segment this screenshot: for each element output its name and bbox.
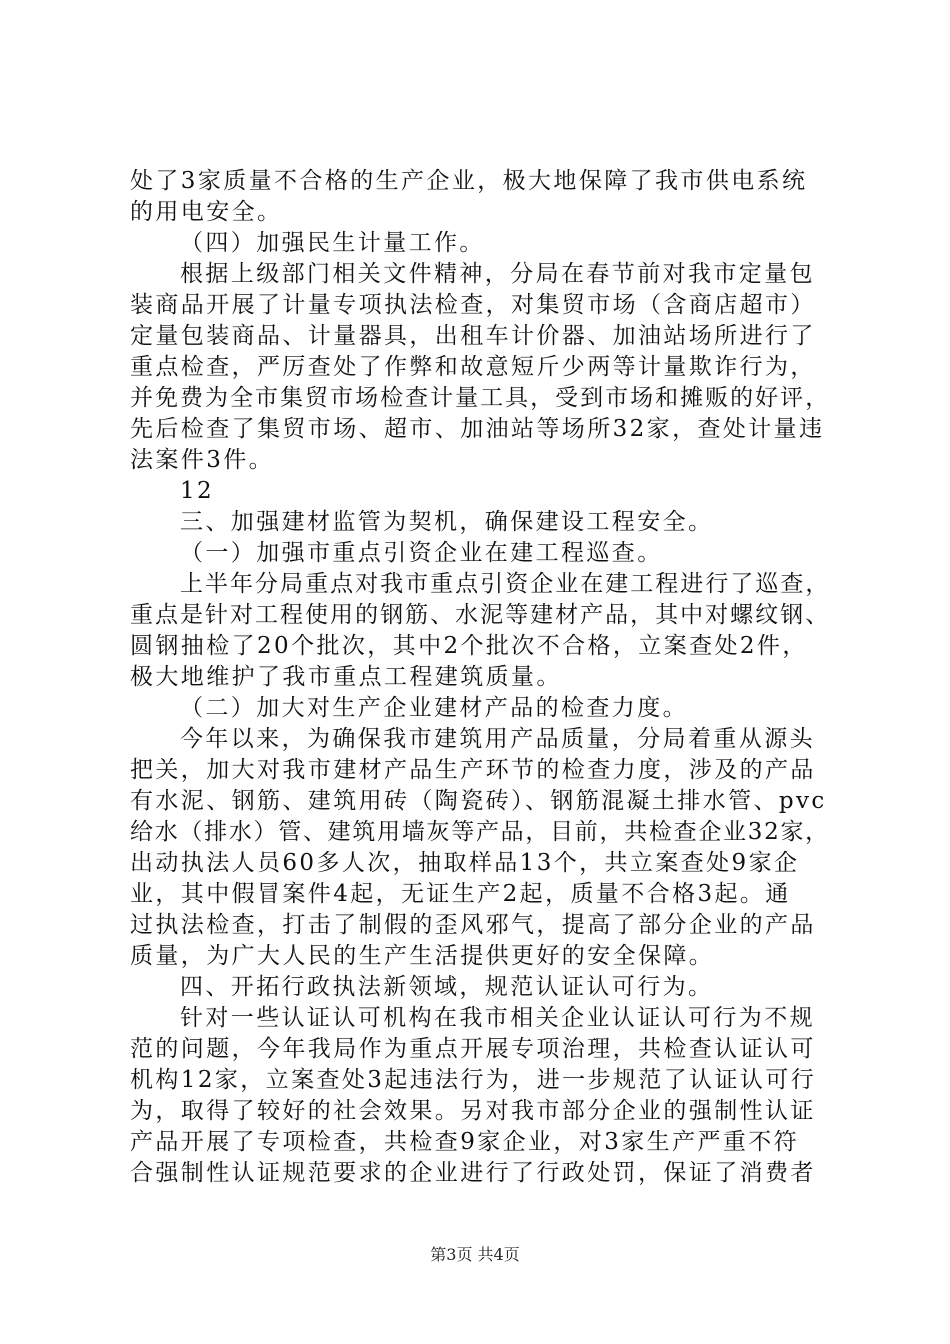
text-line: （二）加大对生产企业建材产品的检查力度。 <box>180 695 688 721</box>
text-line: 为，取得了较好的社会效果。另对我市部分企业的强制性认证 <box>130 1098 816 1124</box>
text-line: 重点检查，严厉查处了作弊和故意短斤少两等计量欺诈行为， <box>130 354 816 380</box>
text-line: 机构12家，立案查处3起违法行为，进一步规范了认证认可行 <box>130 1067 817 1093</box>
body-text <box>130 166 830 1189</box>
text-line: 的用电安全。 <box>130 199 283 225</box>
text-line: （一）加强市重点引资企业在建工程巡查。 <box>180 540 663 566</box>
text-line: 今年以来，为确保我市建筑用产品质量，分局着重从源头 <box>180 726 815 752</box>
text-line: 针对一些认证认可机构在我市相关企业认证认可行为不规 <box>180 1005 815 1031</box>
text-line: 三、加强建材监管为契机，确保建设工程安全。 <box>180 509 714 535</box>
text-line: 定量包装商品、计量器具，出租车计价器、加油站场所进行了 <box>130 323 816 349</box>
text-line: 处了3家质量不合格的生产企业，极大地保障了我市供电系统 <box>130 168 808 194</box>
text-line: 圆钢抽检了20个批次，其中2个批次不合格，立案查处2件， <box>130 633 808 659</box>
text-line: 先后检查了集贸市场、超市、加油站等场所32家，查处计量违 <box>130 416 825 442</box>
text-line: 根据上级部门相关文件精神，分局在春节前对我市定量包 <box>180 261 815 287</box>
text-line: 质量，为广大人民的生产生活提供更好的安全保障。 <box>130 943 715 969</box>
text-line: 合强制性认证规范要求的企业进行了行政处罚，保证了消费者 <box>130 1160 816 1186</box>
text-line: 上半年分局重点对我市重点引资企业在建工程进行了巡查， <box>180 571 831 597</box>
text-line: 业，其中假冒案件4起，无证生产2起，质量不合格3起。通 <box>130 881 791 907</box>
text-line: 重点是针对工程使用的钢筋、水泥等建材产品，其中对螺纹钢、 <box>130 602 831 628</box>
text-line: 把关，加大对我市建材产品生产环节的检查力度，涉及的产品 <box>130 757 816 783</box>
text-line: （四）加强民生计量工作。 <box>180 230 485 256</box>
text-line: 装商品开展了计量专项执法检查，对集贸市场（含商店超市） <box>130 292 816 318</box>
text-line: 四、开拓行政执法新领域，规范认证认可行为。 <box>180 974 714 1000</box>
page-footer: 第3页 共4页 <box>430 1245 520 1264</box>
text-line: 法案件3件。 <box>130 447 275 473</box>
text-line: 有水泥、钢筋、建筑用砖（陶瓷砖）、钢筋混凝土排水管、pvc <box>130 788 827 814</box>
text-line: 给水（排水）管、建筑用墙灰等产品，目前，共检查企业32家， <box>130 819 830 845</box>
text-line: 范的问题，今年我局作为重点开展专项治理，共检查认证认可 <box>130 1036 816 1062</box>
text-line: 产品开展了专项检查，共检查9家企业，对3家生产严重不符 <box>130 1129 800 1155</box>
text-line: 12 <box>180 478 215 504</box>
text-line: 极大地维护了我市重点工程建筑质量。 <box>130 664 562 690</box>
text-line: 过执法检查，打击了制假的歪风邪气，提高了部分企业的产品 <box>130 912 816 938</box>
text-line: 并免费为全市集贸市场检查计量工具，受到市场和摊贩的好评， <box>130 385 831 411</box>
text-line: 出动执法人员60多人次，抽取样品13个，共立案查处9家企 <box>130 850 800 876</box>
